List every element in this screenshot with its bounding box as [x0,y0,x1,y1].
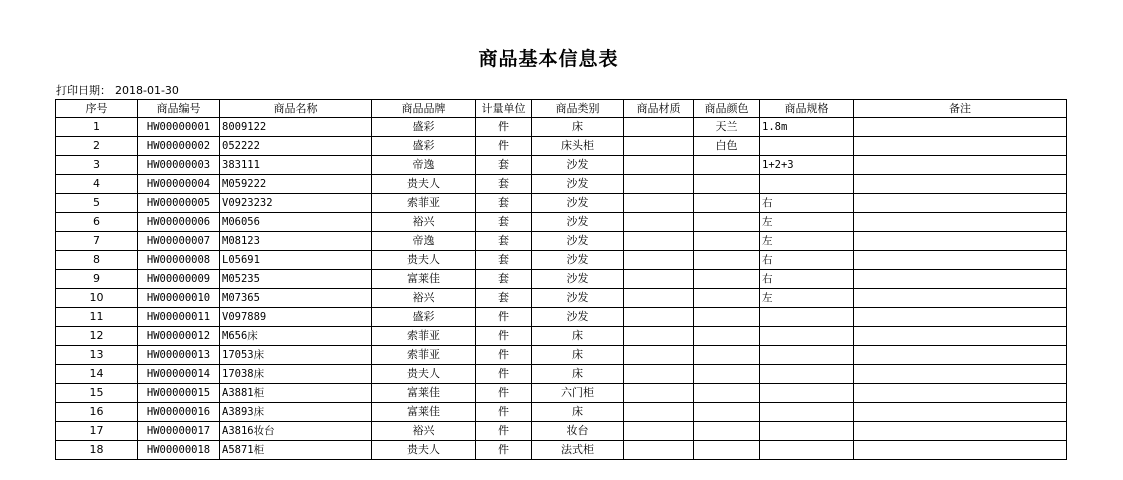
table-row [56,118,1067,137]
cell-material [624,346,694,365]
cell-remark [854,118,1067,137]
cell-brand: 贵夫人 [372,365,476,384]
cell-code: HW00000016 [138,403,220,422]
cell-code: HW00000006 [138,213,220,232]
cell-color [694,232,760,251]
cell-material [624,365,694,384]
cell-category: 沙发 [532,289,624,308]
cell-remark [854,327,1067,346]
cell-remark [854,175,1067,194]
cell-name: 383111 [220,156,372,175]
cell-brand: 裕兴 [372,422,476,441]
print-date-label: 打印日期： [56,84,111,97]
cell-name: V097889 [220,308,372,327]
table-row [56,441,1067,460]
cell-unit: 套 [476,270,532,289]
cell-spec: 右 [760,194,854,213]
cell-color [694,308,760,327]
cell-remark [854,384,1067,403]
cell-brand: 贵夫人 [372,175,476,194]
col-header-remark: 备注 [854,100,1067,118]
print-date [56,82,183,98]
table-row [56,156,1067,175]
cell-index: 10 [56,289,138,308]
cell-unit: 件 [476,118,532,137]
cell-color [694,175,760,194]
cell-code: HW00000002 [138,137,220,156]
table-row [56,137,1067,156]
table-row [56,232,1067,251]
cell-code: HW00000004 [138,175,220,194]
cell-remark [854,251,1067,270]
cell-name: M656床 [220,327,372,346]
cell-code: HW00000011 [138,308,220,327]
cell-brand: 盛彩 [372,308,476,327]
cell-material [624,213,694,232]
cell-spec [760,137,854,156]
cell-unit: 件 [476,441,532,460]
cell-material [624,232,694,251]
cell-remark [854,403,1067,422]
cell-index: 2 [56,137,138,156]
cell-brand: 帝逸 [372,232,476,251]
col-header-brand: 商品品牌 [372,100,476,118]
cell-color [694,251,760,270]
cell-unit: 件 [476,327,532,346]
cell-color [694,422,760,441]
cell-material [624,308,694,327]
cell-name: M05235 [220,270,372,289]
cell-spec: 左 [760,213,854,232]
cell-remark [854,232,1067,251]
cell-color [694,441,760,460]
cell-name: A3893床 [220,403,372,422]
table-row [56,175,1067,194]
cell-spec [760,441,854,460]
cell-spec: 1.8m [760,118,854,137]
cell-code: HW00000007 [138,232,220,251]
cell-brand: 贵夫人 [372,251,476,270]
cell-index: 18 [56,441,138,460]
cell-index: 3 [56,156,138,175]
cell-color [694,384,760,403]
cell-code: HW00000013 [138,346,220,365]
cell-index: 12 [56,327,138,346]
cell-code: HW00000015 [138,384,220,403]
cell-color [694,403,760,422]
cell-remark [854,346,1067,365]
cell-unit: 套 [476,213,532,232]
col-header-name: 商品名称 [220,100,372,118]
cell-color [694,213,760,232]
cell-color [694,194,760,213]
cell-category: 沙发 [532,308,624,327]
cell-material [624,175,694,194]
cell-spec: 右 [760,251,854,270]
cell-unit: 套 [476,156,532,175]
cell-name: M07365 [220,289,372,308]
table-row [56,403,1067,422]
cell-category: 床 [532,327,624,346]
cell-code: HW00000009 [138,270,220,289]
cell-brand: 富莱佳 [372,270,476,289]
cell-code: HW00000012 [138,327,220,346]
cell-name: V0923232 [220,194,372,213]
col-header-unit: 计量单位 [476,100,532,118]
table-row [56,194,1067,213]
cell-spec: 右 [760,270,854,289]
cell-name: M06056 [220,213,372,232]
cell-remark [854,308,1067,327]
cell-brand: 贵夫人 [372,441,476,460]
table-row [56,251,1067,270]
cell-remark [854,422,1067,441]
cell-brand: 索菲亚 [372,346,476,365]
cell-index: 1 [56,118,138,137]
cell-code: HW00000018 [138,441,220,460]
cell-unit: 件 [476,403,532,422]
cell-category: 妆台 [532,422,624,441]
cell-unit: 套 [476,251,532,270]
cell-code: HW00000003 [138,156,220,175]
cell-code: HW00000008 [138,251,220,270]
cell-brand: 富莱佳 [372,384,476,403]
cell-material [624,384,694,403]
cell-remark [854,213,1067,232]
cell-index: 7 [56,232,138,251]
cell-index: 17 [56,422,138,441]
cell-category: 床 [532,403,624,422]
cell-remark [854,365,1067,384]
cell-brand: 盛彩 [372,118,476,137]
cell-code: HW00000001 [138,118,220,137]
cell-color [694,289,760,308]
cell-index: 6 [56,213,138,232]
report-title: 商品基本信息表 [478,48,619,70]
cell-color: 白色 [694,137,760,156]
cell-category: 沙发 [532,156,624,175]
cell-unit: 套 [476,194,532,213]
cell-color [694,156,760,175]
cell-brand: 裕兴 [372,289,476,308]
cell-spec: 左 [760,232,854,251]
cell-index: 15 [56,384,138,403]
cell-code: HW00000010 [138,289,220,308]
table-header-row [56,100,1067,118]
cell-remark [854,194,1067,213]
cell-unit: 件 [476,137,532,156]
cell-name: A3881柜 [220,384,372,403]
cell-material [624,327,694,346]
cell-remark [854,270,1067,289]
cell-unit: 件 [476,346,532,365]
cell-name: M08123 [220,232,372,251]
cell-brand: 索菲亚 [372,327,476,346]
cell-category: 六门柜 [532,384,624,403]
cell-spec [760,175,854,194]
cell-category: 沙发 [532,270,624,289]
cell-category: 床 [532,346,624,365]
cell-color [694,346,760,365]
cell-category: 沙发 [532,213,624,232]
cell-code: HW00000005 [138,194,220,213]
cell-material [624,289,694,308]
cell-spec: 左 [760,289,854,308]
cell-category: 沙发 [532,175,624,194]
col-header-color: 商品颜色 [694,100,760,118]
col-header-category: 商品类别 [532,100,624,118]
cell-brand: 富莱佳 [372,403,476,422]
cell-code: HW00000017 [138,422,220,441]
cell-name: 8009122 [220,118,372,137]
col-header-material: 商品材质 [624,100,694,118]
cell-unit: 套 [476,232,532,251]
cell-name: 052222 [220,137,372,156]
table-row [56,308,1067,327]
cell-color [694,327,760,346]
cell-category: 法式柜 [532,441,624,460]
col-header-index: 序号 [56,100,138,118]
cell-name: M059222 [220,175,372,194]
cell-spec [760,422,854,441]
cell-name: A3816妆台 [220,422,372,441]
cell-material [624,137,694,156]
product-info-table [55,99,1067,460]
cell-index: 4 [56,175,138,194]
cell-index: 9 [56,270,138,289]
cell-name: A5871柜 [220,441,372,460]
cell-color: 天兰 [694,118,760,137]
cell-material [624,194,694,213]
cell-remark [854,137,1067,156]
cell-remark [854,156,1067,175]
cell-index: 13 [56,346,138,365]
cell-index: 16 [56,403,138,422]
cell-material [624,422,694,441]
cell-spec [760,384,854,403]
col-header-code: 商品编号 [138,100,220,118]
cell-spec [760,403,854,422]
cell-name: 17053床 [220,346,372,365]
cell-material [624,251,694,270]
print-date-value: 2018-01-30 [115,84,179,97]
cell-category: 沙发 [532,194,624,213]
cell-color [694,270,760,289]
table-row [56,213,1067,232]
cell-spec [760,327,854,346]
cell-unit: 件 [476,308,532,327]
cell-code: HW00000014 [138,365,220,384]
cell-remark [854,441,1067,460]
cell-material [624,270,694,289]
table-row [56,346,1067,365]
table-row [56,365,1067,384]
cell-brand: 索菲亚 [372,194,476,213]
cell-brand: 裕兴 [372,213,476,232]
cell-index: 14 [56,365,138,384]
cell-color [694,365,760,384]
cell-material [624,156,694,175]
cell-unit: 件 [476,422,532,441]
cell-unit: 套 [476,289,532,308]
cell-brand: 盛彩 [372,137,476,156]
cell-category: 床 [532,365,624,384]
cell-category: 沙发 [532,232,624,251]
table-row [56,289,1067,308]
cell-name: 17038床 [220,365,372,384]
cell-index: 8 [56,251,138,270]
table-row [56,422,1067,441]
cell-index: 5 [56,194,138,213]
cell-spec [760,365,854,384]
cell-index: 11 [56,308,138,327]
cell-material [624,403,694,422]
cell-unit: 件 [476,365,532,384]
table-row [56,384,1067,403]
cell-category: 床 [532,118,624,137]
cell-spec [760,308,854,327]
col-header-spec: 商品规格 [760,100,854,118]
cell-material [624,118,694,137]
cell-category: 床头柜 [532,137,624,156]
cell-spec: 1+2+3 [760,156,854,175]
table-row [56,270,1067,289]
cell-category: 沙发 [532,251,624,270]
cell-unit: 件 [476,384,532,403]
cell-material [624,441,694,460]
table-row [56,327,1067,346]
cell-name: L05691 [220,251,372,270]
cell-remark [854,289,1067,308]
cell-spec [760,346,854,365]
cell-unit: 套 [476,175,532,194]
cell-brand: 帝逸 [372,156,476,175]
